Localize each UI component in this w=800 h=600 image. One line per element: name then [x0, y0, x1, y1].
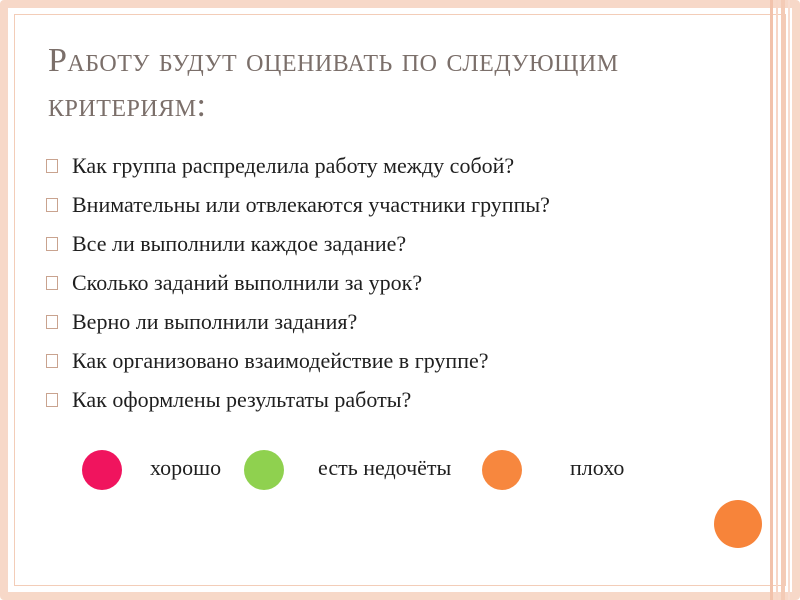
- criterion-text: Как оформлены результаты работы?: [72, 386, 412, 412]
- bullet-icon: [46, 276, 58, 290]
- list-item: [46, 380, 550, 419]
- decorative-stripe: [781, 0, 785, 600]
- bad-color-circle: [482, 450, 522, 490]
- criterion-text: Все ли выполнили каждое задание?: [72, 230, 407, 256]
- list-item: [46, 341, 550, 380]
- slide-title: Работу будут оценивать по следующим критериям:: [48, 42, 619, 124]
- minor-issues-label: есть недочёты: [318, 455, 452, 480]
- bullet-icon: [46, 159, 58, 173]
- good-label: хорошо: [150, 455, 222, 480]
- criterion-text: Верно ли выполнили задания?: [72, 308, 358, 334]
- bullet-icon: [46, 237, 58, 251]
- decorative-stripe: [770, 0, 773, 600]
- criterion-text: Внимательны или отвлекаются участники группы?: [72, 191, 550, 217]
- list-item: [46, 146, 550, 185]
- list-item: [46, 185, 550, 224]
- minor-issues-color-circle: [244, 450, 284, 490]
- decorative-circle: [714, 500, 762, 548]
- list-item: [46, 263, 550, 302]
- good-color-circle: [82, 450, 122, 490]
- criteria-list: [46, 146, 550, 419]
- bullet-icon: [46, 198, 58, 212]
- list-item: [46, 224, 550, 263]
- criterion-text: Сколько заданий выполнили за урок?: [72, 269, 423, 295]
- bad-label: плохо: [570, 455, 625, 480]
- criterion-text: Как группа распределила работу между собой?: [72, 152, 515, 178]
- criterion-text: Как организовано взаимодействие в группе?: [72, 347, 489, 373]
- bullet-icon: [46, 315, 58, 329]
- bullet-icon: [46, 393, 58, 407]
- bullet-icon: [46, 354, 58, 368]
- list-item: [46, 302, 550, 341]
- decorative-stripe: [788, 0, 790, 600]
- decorative-stripe: [776, 0, 778, 600]
